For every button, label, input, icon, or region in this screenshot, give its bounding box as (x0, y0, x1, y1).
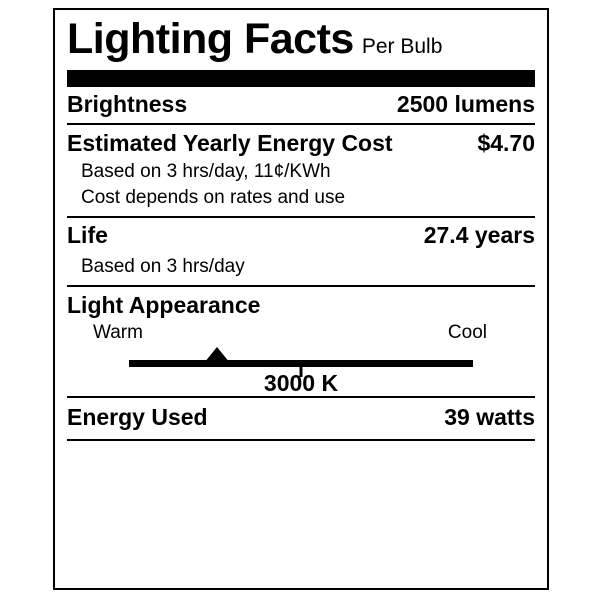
energy-cost-note-1: Based on 3 hrs/day, 11¢/KWh (81, 161, 331, 182)
brightness-row (55, 87, 547, 123)
color-temperature-value: 3000 K (263, 370, 339, 396)
light-appearance-label: Light Appearance (67, 292, 261, 318)
brightness-value: 2500 lumens (396, 91, 535, 117)
scale-bar (129, 360, 473, 367)
scale-min-label: Warm (93, 322, 143, 343)
brightness-label: Brightness (67, 91, 188, 117)
title-divider-bar (67, 70, 535, 87)
life-label: Life (67, 222, 108, 248)
energy-cost-note-2: Cost depends on rates and use (81, 187, 346, 208)
appearance-scale (67, 350, 535, 396)
label-title-row (55, 10, 547, 61)
scale-max-label: Cool (447, 322, 487, 343)
divider-after-energy-used (67, 439, 535, 441)
energy-used-value: 39 watts (444, 404, 535, 430)
scale-value-marker-icon (204, 347, 230, 363)
appearance-scale-labels (55, 319, 547, 344)
title-suffix: Per Bulb (361, 35, 443, 58)
page-title: Lighting Facts (67, 15, 354, 63)
energy-cost-label: Estimated Yearly Energy Cost (67, 130, 393, 156)
energy-used-label: Energy Used (67, 404, 208, 430)
lighting-facts-label (53, 8, 549, 590)
energy-used-row (55, 398, 547, 439)
life-value: 27.4 years (423, 222, 535, 248)
energy-cost-row (55, 125, 547, 159)
life-note: Based on 3 hrs/day (81, 256, 245, 277)
energy-cost-value: $4.70 (477, 130, 535, 156)
life-row (55, 218, 547, 254)
